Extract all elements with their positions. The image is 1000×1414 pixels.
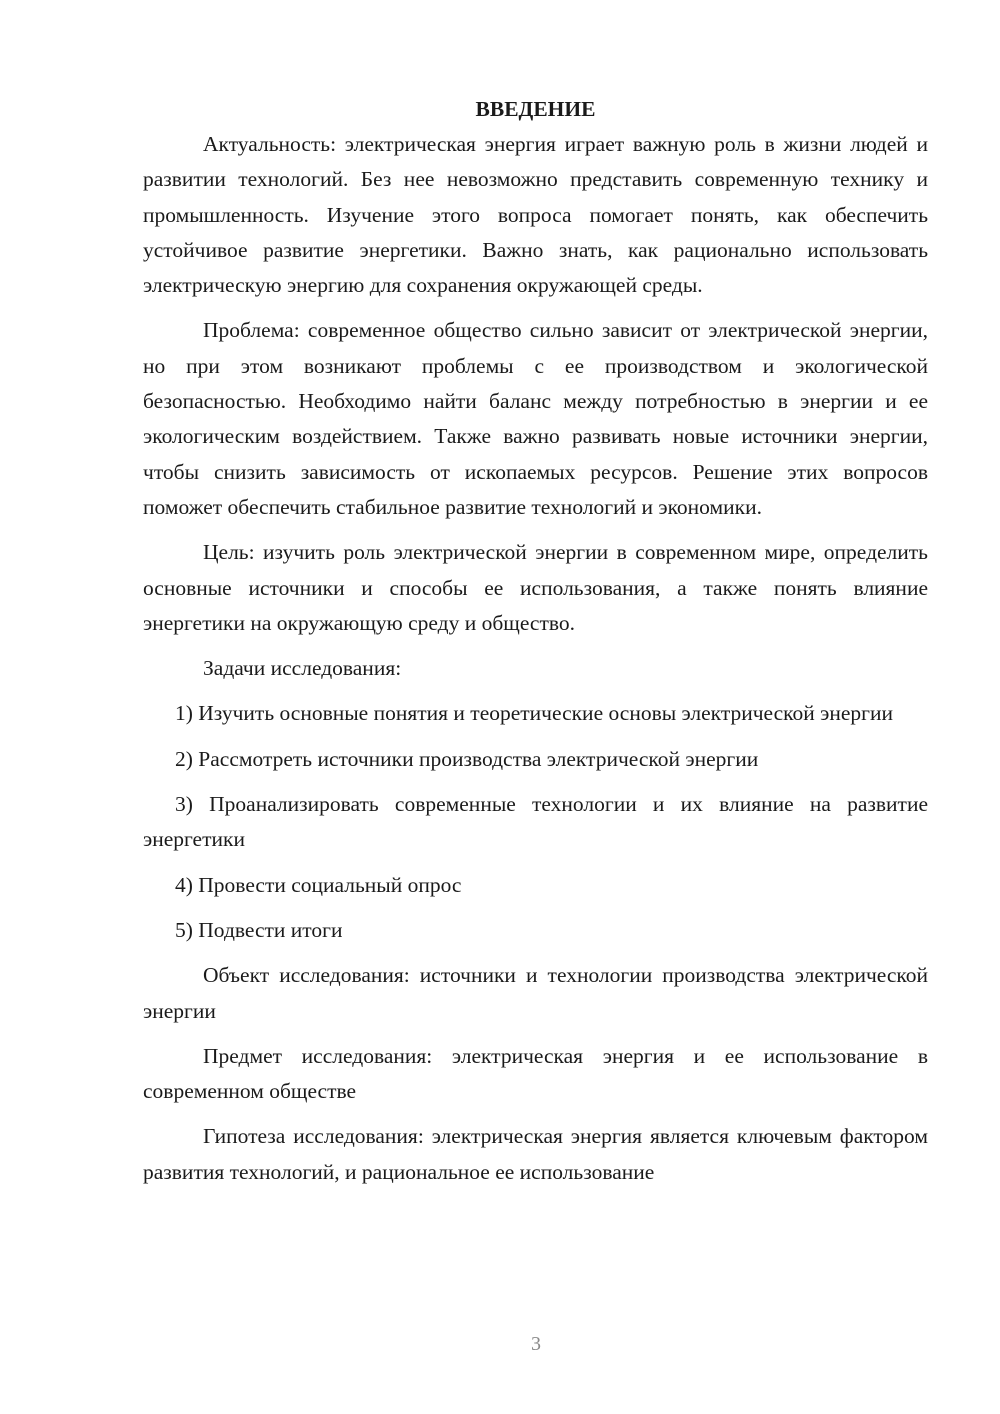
page-number: 3 (531, 1333, 541, 1355)
problem-paragraph: Проблема: современное общество сильно зависит от электрической энергии, но при этом возникают проблемы с ее производством и экологической безопасностью. Необходимо найти баланс между потребностью в энергии и ее экологическим воздействием. Также важно развивать новые источники энергии, чтобы снизить зависимость от ископаемых ресурсов. Решение этих вопросов поможет обеспечить стабильное развитие технологий и экономики. (143, 318, 928, 519)
hypothesis-paragraph: Гипотеза исследования: электрическая энергия является ключевым фактором развития технологий, и рациональное ее использование (143, 1124, 928, 1184)
tasks-heading: Задачи исследования: (203, 656, 402, 681)
page-title: ВВЕДЕНИЕ (475, 97, 596, 121)
task-item-3: 3) Проанализировать современные технологии и их влияние на развитие энергетики (143, 792, 928, 852)
subject-paragraph: Предмет исследования: электрическая энергия и ее использование в современном обществе (143, 1043, 928, 1104)
task-item-5: 5) Подвести итоги (175, 917, 343, 942)
task-item-4: 4) Провести социальный опрос (175, 872, 462, 897)
document-page (143, 92, 928, 1190)
task-item-2: 2) Рассмотреть источники производства электрической энергии (175, 746, 759, 771)
relevance-paragraph: Актуальность: электрическая энергия играет важную роль в жизни людей и развитии технологий. Без нее невозможно представить современную технику и промышленность. Изучение этого вопроса помогает понять, как обеспечить устойчивое развитие энергетики. Важно знать, как рационально использовать электрическую энергию для сохранения окружающей среды. (143, 132, 928, 298)
object-paragraph: Объект исследования: источники и технологии производства электрической энергии (143, 963, 928, 1023)
goal-paragraph: Цель: изучить роль электрической энергии в современном мире, определить основные источники и способы ее использования, а также понять влияние энергетики на окружающую среду и общество. (143, 540, 928, 635)
task-item-1: 1) Изучить основные понятия и теоретические основы электрической энергии (175, 701, 894, 726)
